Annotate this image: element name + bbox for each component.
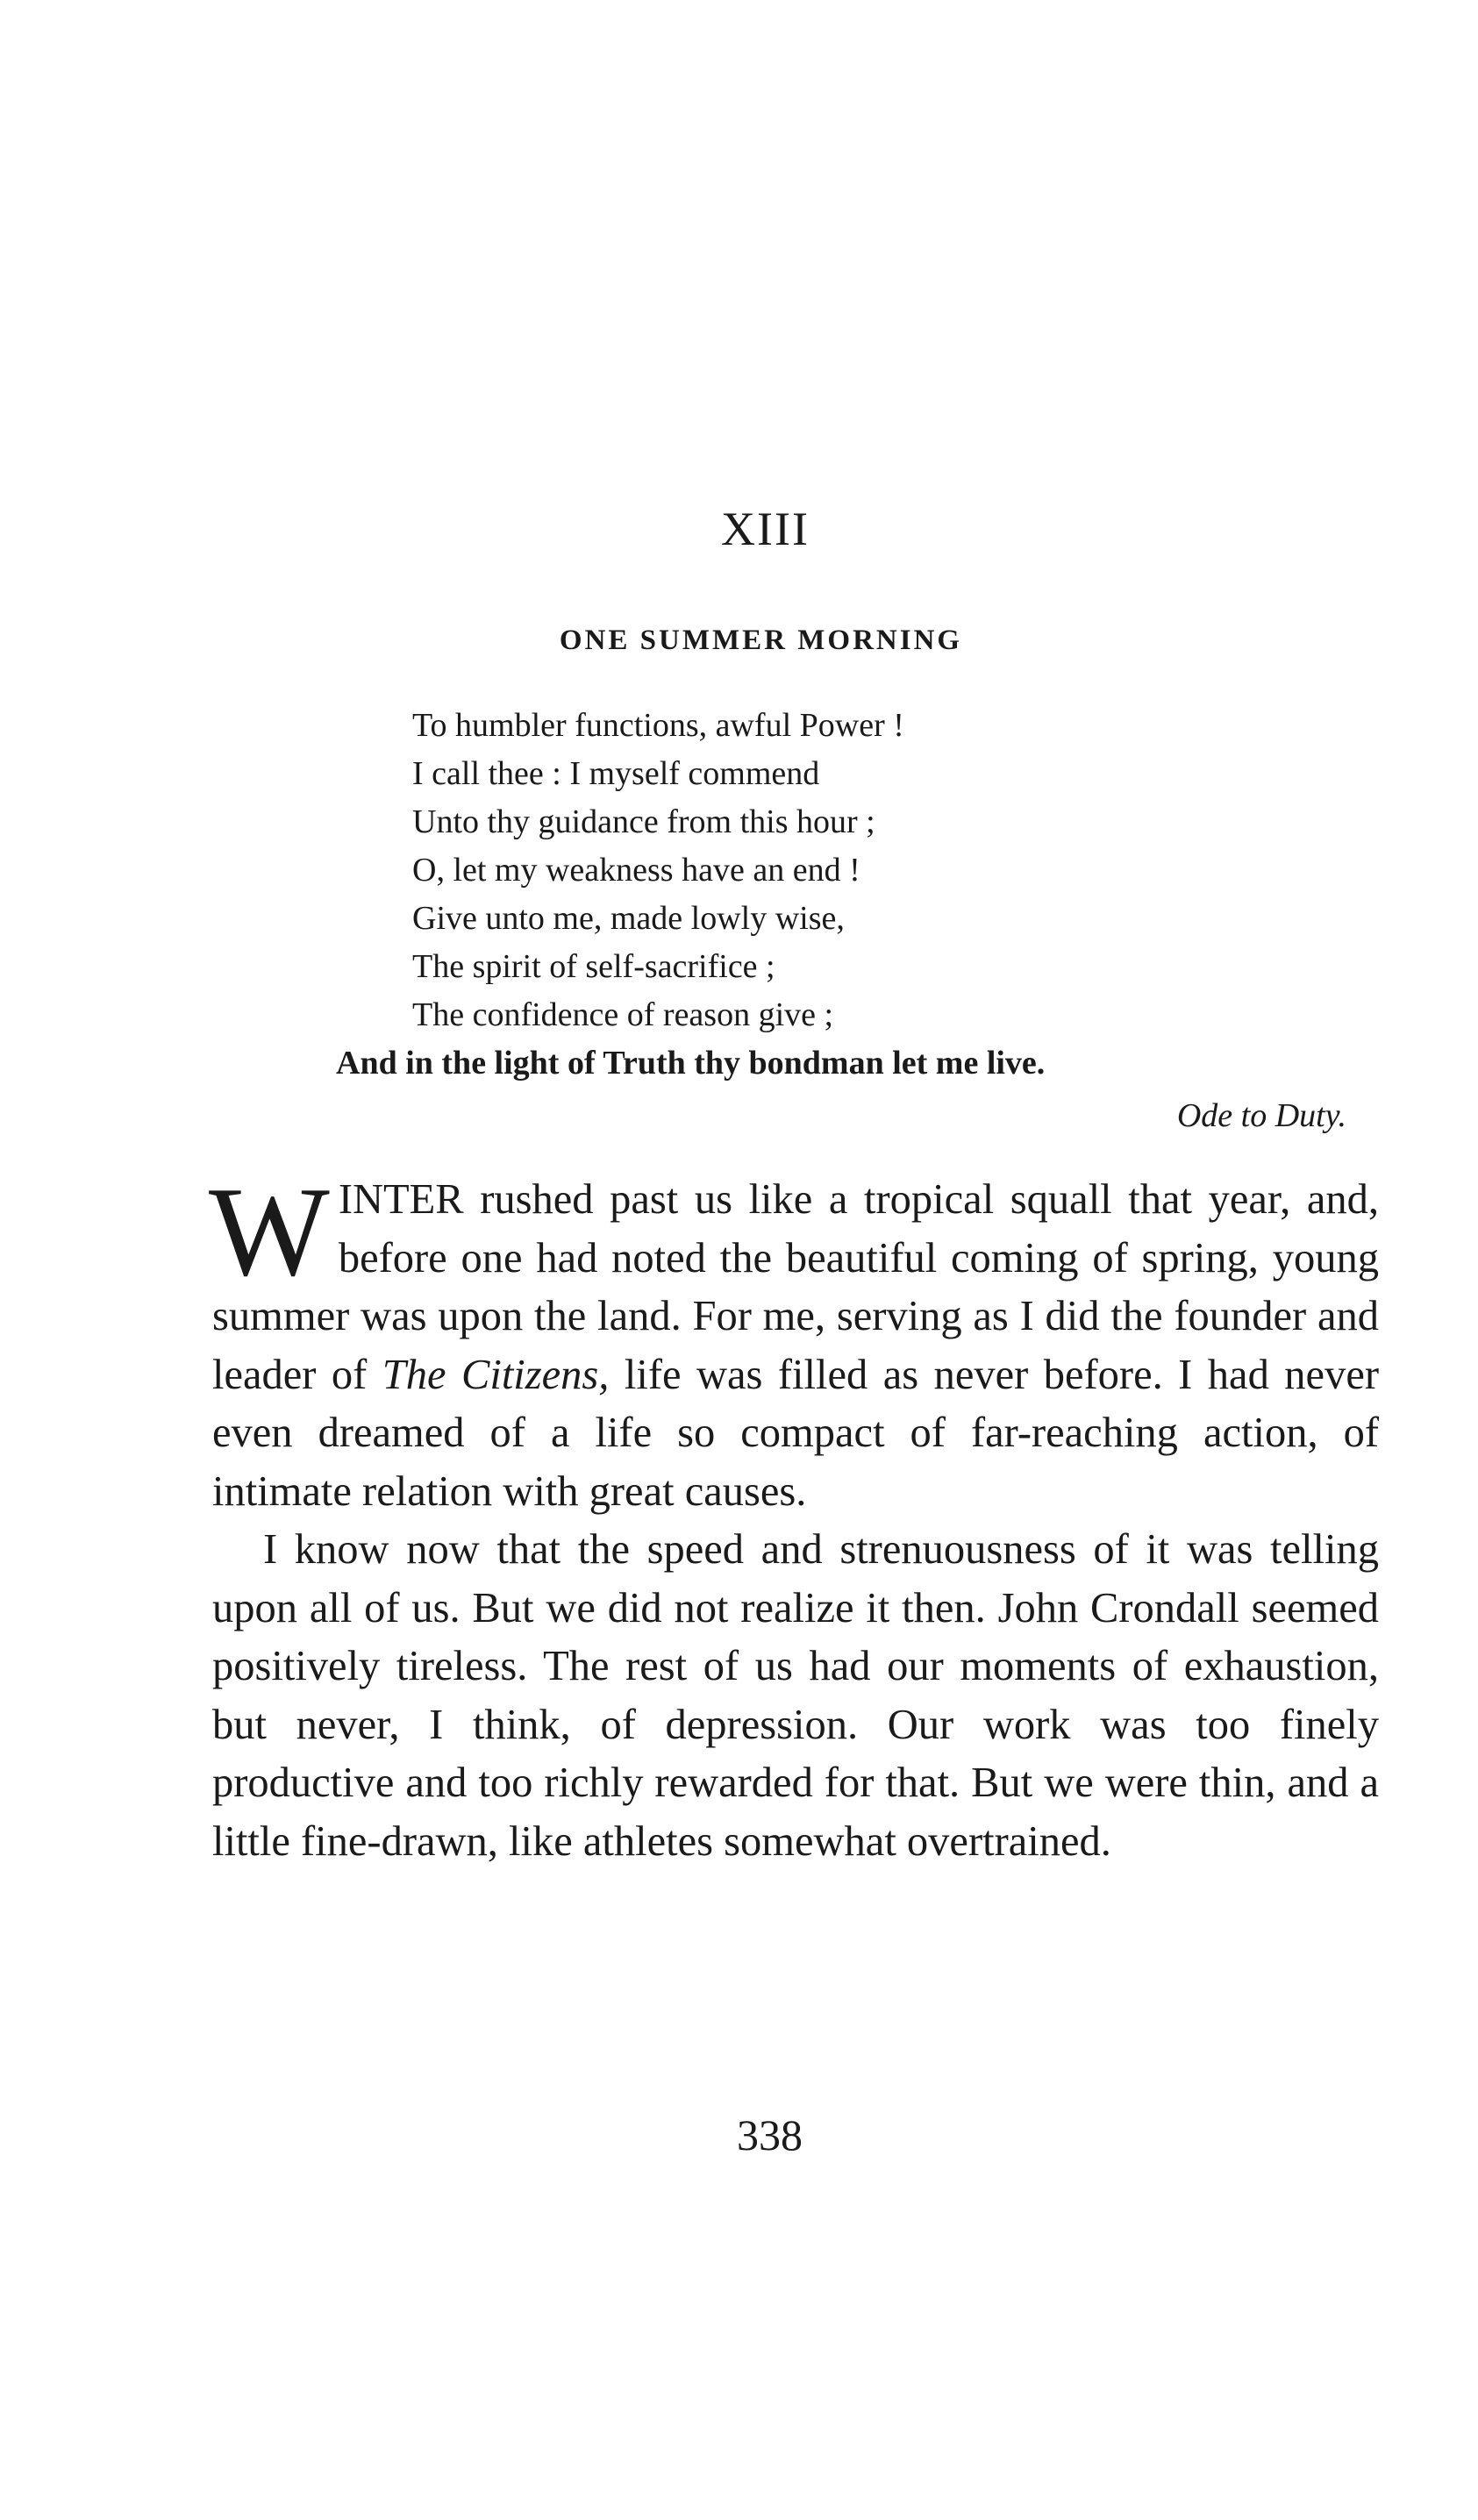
paragraph-text: rushed past us like a tropical squall that year, and, before one had noted the beautiful coming of spring, young summer was upon the land. For me, serving as I did the founder and leader of: [212, 1176, 1379, 1398]
poem-line: The confidence of reason give ;: [412, 996, 834, 1033]
poem-line: I call thee : I myself commend: [412, 755, 820, 792]
poem-line: Unto thy guidance from this hour ;: [412, 803, 875, 840]
page-number: 338: [737, 2110, 803, 2159]
first-word: INTER: [338, 1176, 464, 1223]
epigraph-attribution: Ode to Duty.: [1176, 1097, 1346, 1134]
poem-line: And in the light of Truth thy bondman let me live.: [336, 1045, 1046, 1082]
chapter-body: [209, 1160, 1379, 1871]
drop-cap: W: [209, 1160, 330, 1303]
poem-line: Give unto me, made lowly wise,: [412, 900, 845, 937]
paragraph-1: [209, 1160, 1379, 1521]
paragraph-text: life was filled as never before. I had never even dreamed of a life so compact of far-reaching action, of intimate relation with great causes.: [212, 1351, 1379, 1515]
italic-title: The Citizens,: [382, 1351, 610, 1398]
chapter-number: XIII: [721, 503, 810, 555]
chapter-title: ONE SUMMER MORNING: [559, 625, 963, 656]
paragraph-2: I know now that the speed and strenuousness of it was telling upon all of us. But we did not realize it then. John Crondall seemed positively tireless. The rest of us had our moments of exhaustion, but never, I think, of depression. Our work was too finely productive and too richly rewarded for that. But we were thin, and a little fine-drawn, like athletes somewhat overtrained.: [212, 1526, 1379, 1865]
poem-line: To humbler functions, awful Power !: [412, 707, 904, 744]
poem-line: The spirit of self-sacrifice ;: [412, 948, 775, 985]
poem-line: O, let my weakness have an end !: [412, 852, 860, 889]
